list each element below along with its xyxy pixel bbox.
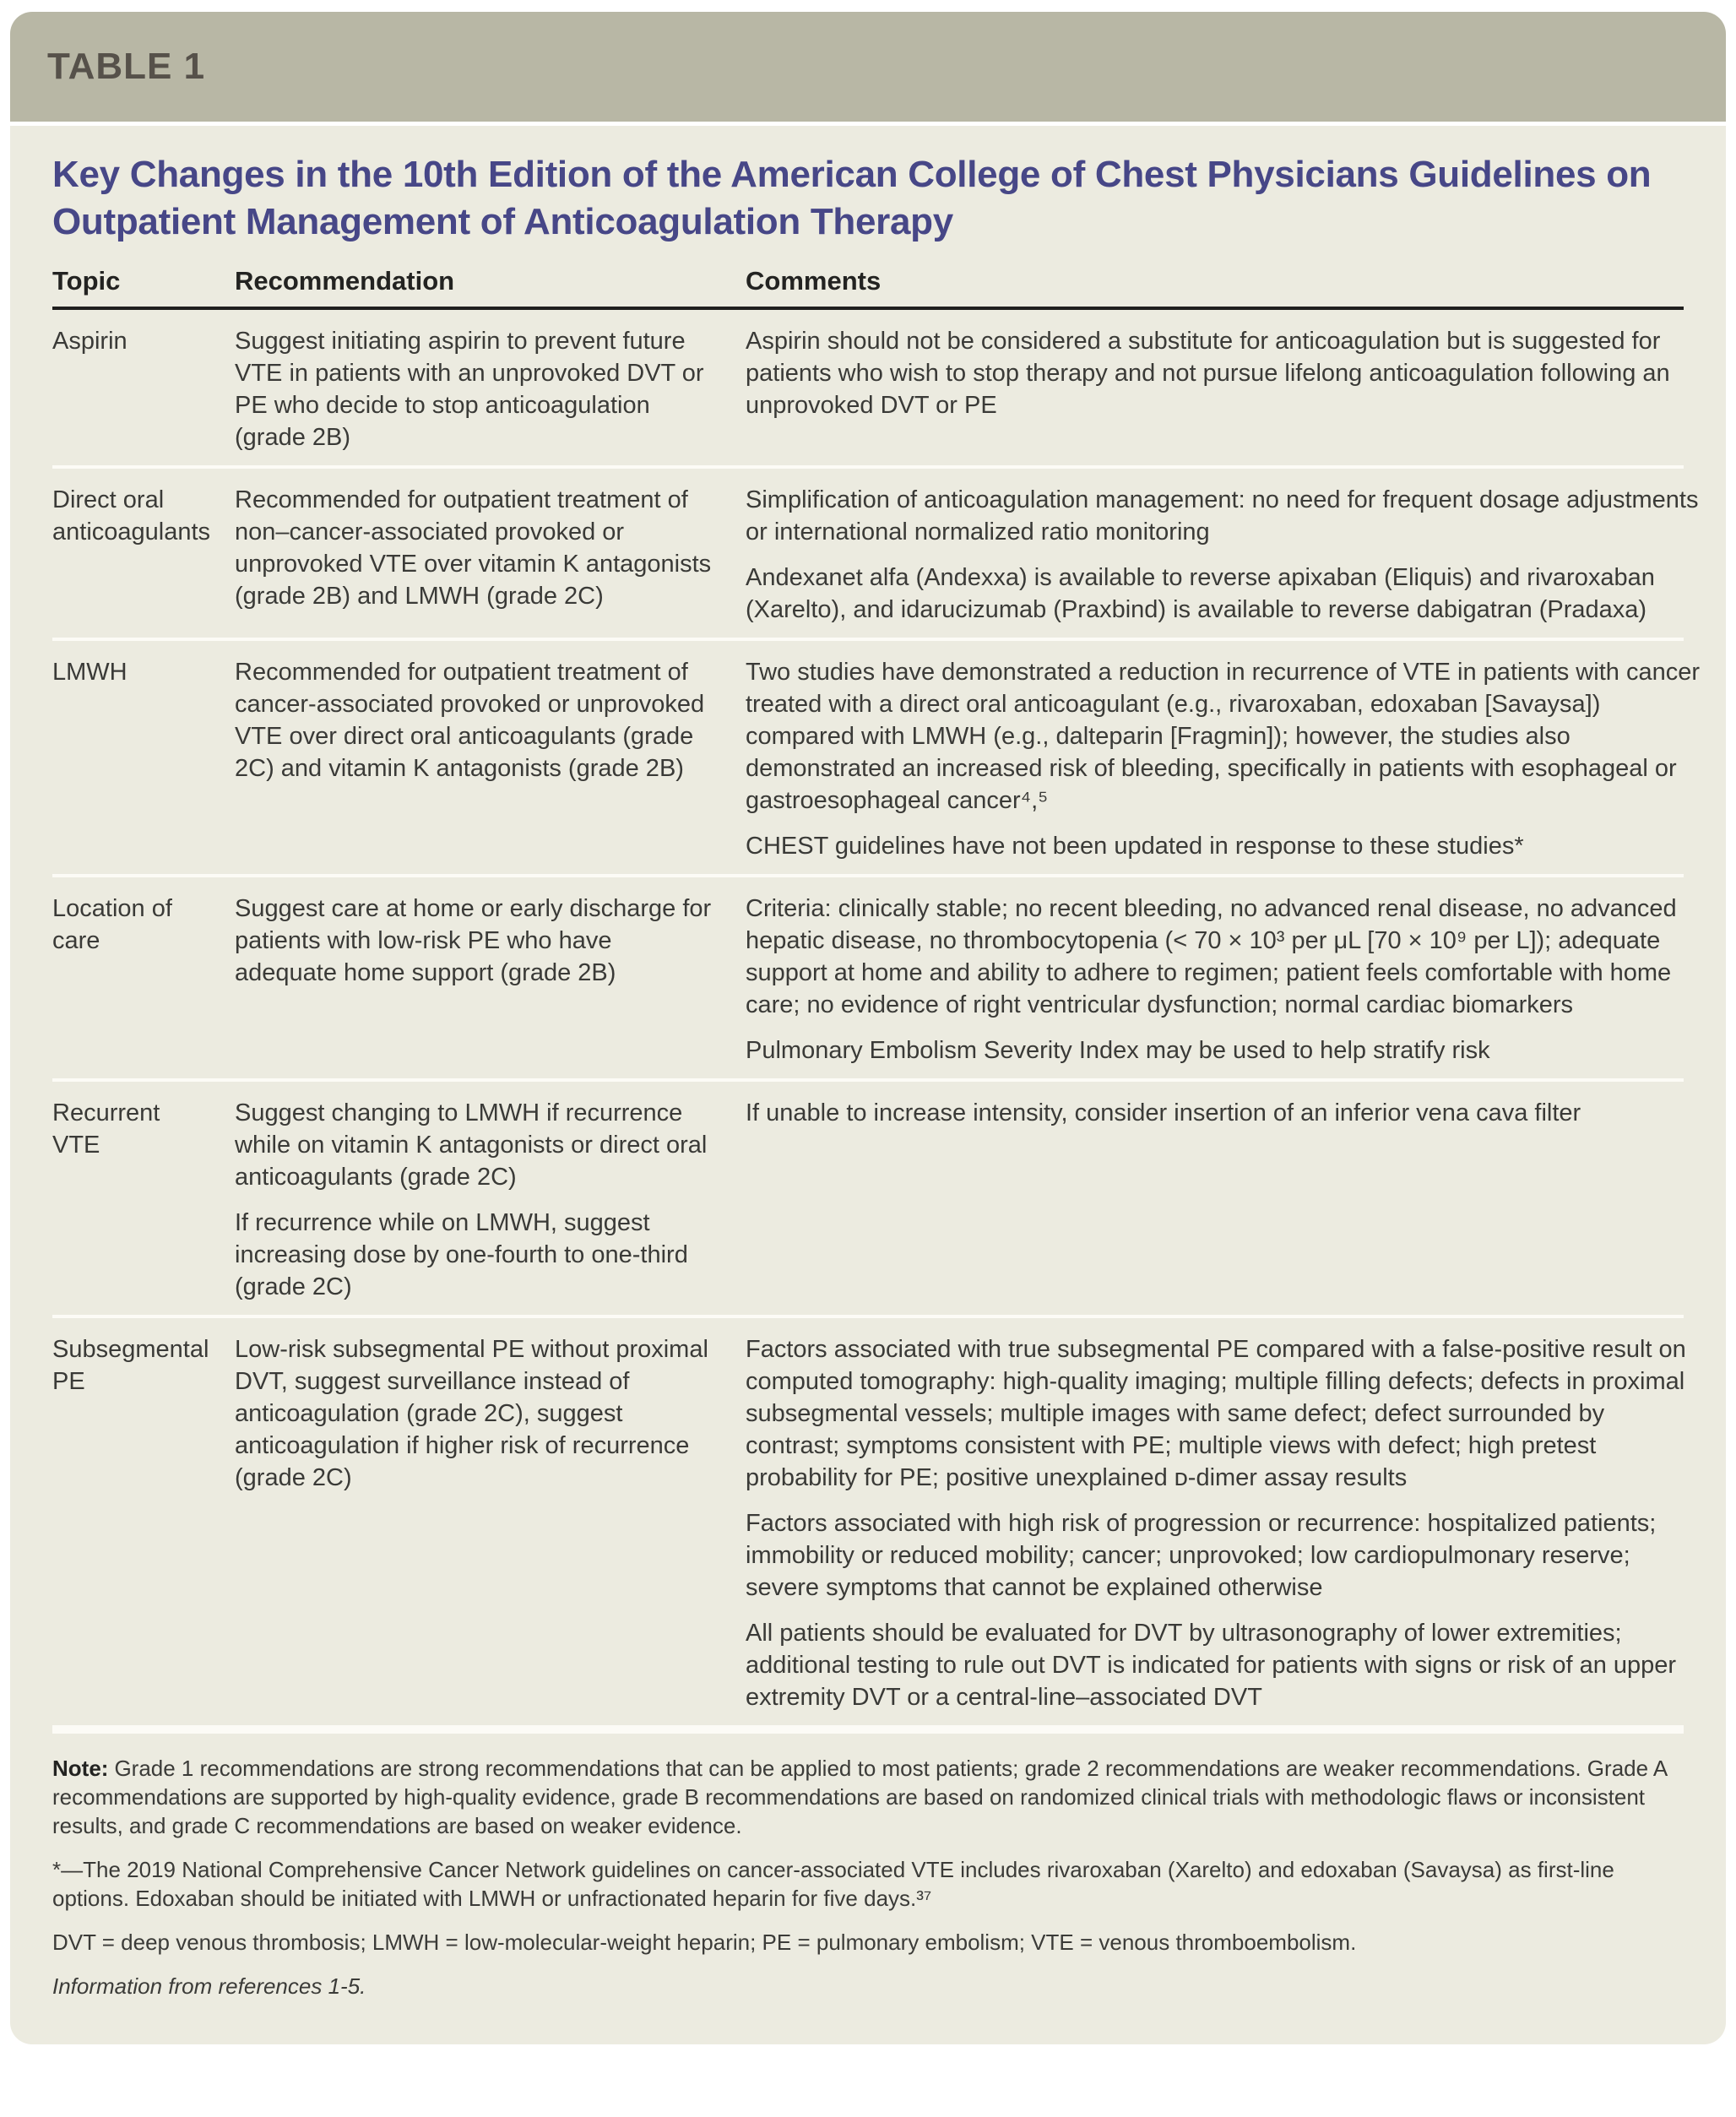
- topic-cell: [52, 325, 235, 453]
- topic-text: LMWH: [52, 659, 127, 686]
- table-banner: [10, 12, 1726, 122]
- table-title: Key Changes in the 10th Edition of the American College of Chest Physicians Guidelines on Outpatient Management of Anticoagulation Therapy: [52, 154, 1652, 242]
- recommendation-paragraph: Suggest care at home or early discharge for patients with low-risk PE who have adequate home support (grade 2B): [235, 895, 712, 986]
- topic-text: Aspirin: [52, 328, 127, 355]
- recommendation-paragraph: Suggest initiating aspirin to prevent future VTE in patients with an unprovoked DVT or PE who decide to stop anticoagulation (grade 2B): [235, 328, 704, 451]
- comment-paragraph: Pulmonary Embolism Severity Index may be used to help stratify risk: [746, 1037, 1490, 1064]
- recommendation-cell: [235, 893, 746, 1067]
- abbreviations-note: DVT = deep venous thrombosis; LMWH = low-molecular-weight heparin; PE = pulmonary embolism; VTE = venous thromboembolism.: [52, 1930, 1357, 1955]
- comments-cell: [746, 893, 1704, 1067]
- recommendation-paragraph: Low-risk subsegmental PE without proximal DVT, suggest surveillance instead of anticoagulation (grade 2C), suggest anticoagulation if higher risk of recurrence (grade 2C): [235, 1336, 708, 1491]
- table-label: TABLE 1: [47, 46, 206, 87]
- footnotes-section: [52, 1729, 1684, 2000]
- column-header-row: [52, 266, 1684, 310]
- comment-paragraph: Two studies have demonstrated a reduction in recurrence of VTE in patients with cancer treated with a direct oral anticoagulant (e.g., rivaroxaban, edoxaban [Savaysa]) compared with LMWH (e.g., dalteparin [Fragmin]); however, the studies also demonstrated an increased risk of bleeding, specifically in patients with esophageal or gastroesophageal cancer⁴,⁵: [746, 659, 1700, 814]
- topic-cell: [52, 893, 235, 1067]
- comment-paragraph: If unable to increase intensity, consider insertion of an inferior vena cava filter: [746, 1099, 1581, 1126]
- table-body: [10, 126, 1726, 2044]
- topic-text: Recurrent VTE: [52, 1099, 160, 1159]
- recommendation-paragraph: Recommended for outpatient treatment of cancer-associated provoked or unprovoked VTE over direct oral anticoagulants (grade 2C) and vitamin K antagonists (grade 2B): [235, 659, 705, 782]
- comments-cell: [746, 484, 1704, 626]
- grade-note: [52, 1754, 1684, 1840]
- comment-paragraph: Factors associated with true subsegmental PE compared with a false-positive result on computed tomography: high-quality imaging; multiple filling defects; defects in proximal subsegmental vessels; multiple images with same defect; defect surrounded by contrast; symptoms consistent with PE; multiple views with defect; high pretest probability for PE; positive unexplained ᴅ-dimer assay results: [746, 1336, 1686, 1491]
- source-note: Information from references 1-5.: [52, 1973, 366, 1999]
- topic-text: Subsegmental PE: [52, 1336, 209, 1395]
- recommendation-cell: [235, 484, 746, 626]
- topic-cell: [52, 1333, 235, 1713]
- asterisk-footnote: *—The 2019 National Comprehensive Cancer Network guidelines on cancer-associated VTE includes rivaroxaban (Xarelto) and edoxaban (Savaysa) as first-line options. Edoxaban should be initiated with LMWH or unfractionated heparin for five days.³⁷: [52, 1857, 1614, 1911]
- recommendation-cell: [235, 325, 746, 453]
- comment-paragraph: CHEST guidelines have not been updated in response to these studies*: [746, 833, 1524, 860]
- table-row: [52, 1082, 1684, 1318]
- topic-cell: [52, 484, 235, 626]
- table-row: [52, 641, 1700, 877]
- table-card: [10, 12, 1726, 2044]
- recommendation-cell: [235, 1333, 746, 1713]
- comment-paragraph: Factors associated with high risk of progression or recurrence: hospitalized patients; immobility or reduced mobility; cancer; unprovoked; low cardiopulmonary reserve; severe symptoms that cannot be explained otherwise: [746, 1510, 1657, 1601]
- table-row: [52, 469, 1699, 641]
- note-label: Note:: [52, 1756, 109, 1781]
- column-header-topic: Topic: [52, 266, 121, 296]
- column-header-comments: Comments: [746, 266, 882, 296]
- comments-cell: [746, 1097, 1704, 1303]
- comment-paragraph: Aspirin should not be considered a substitute for anticoagulation but is suggested for patients who wish to stop therapy and not pursue lifelong anticoagulation following an unprovoked DVT or PE: [746, 328, 1670, 419]
- recommendation-paragraph: Suggest changing to LMWH if recurrence while on vitamin K antagonists or direct oral anticoagulants (grade 2C): [235, 1099, 708, 1191]
- comments-cell: [746, 656, 1704, 862]
- comment-paragraph: Andexanet alfa (Andexxa) is available to reverse apixaban (Eliquis) and rivaroxaban (Xarelto), and idarucizumab (Praxbind) is available to reverse dabigatran (Pradaxa): [746, 564, 1655, 623]
- note-text: Grade 1 recommendations are strong recommendations that can be applied to most patients; grade 2 recommendations are weaker recommendations. Grade A recommendations are supported by high-quality evidence, grade B recommendations are based on randomized clinical trials with methodologic flaws or inconsistent results, and grade C recommendations are based on weaker evidence.: [52, 1756, 1667, 1838]
- recommendation-cell: [235, 1097, 746, 1303]
- comment-paragraph: All patients should be evaluated for DVT by ultrasonography of lower extremities; additional testing to rule out DVT is indicated for patients with signs or risk of an upper extremity DVT or a central-line–associated DVT: [746, 1620, 1677, 1711]
- comment-paragraph: Simplification of anticoagulation management: no need for frequent dosage adjustments or international normalized ratio monitoring: [746, 486, 1699, 546]
- table-row: [52, 1318, 1684, 1729]
- comment-paragraph: Criteria: clinically stable; no recent bleeding, no advanced renal disease, no advanced hepatic disease, no thrombocytopenia (< 70 × 10³ per μL [70 × 10⁹ per L]); adequate support at home and ability to adhere to regimen; patient feels comfortable with home care; no evidence of right ventricular dysfunction; normal cardiac biomarkers: [746, 895, 1677, 1018]
- topic-cell: [52, 1097, 235, 1303]
- recommendation-paragraph: Recommended for outpatient treatment of non–cancer-associated provoked or unprovoked VTE over vitamin K antagonists (grade 2B) and LMWH (grade 2C): [235, 486, 712, 610]
- column-header-recommendation: Recommendation: [235, 266, 455, 296]
- topic-cell: [52, 656, 235, 862]
- table-row: [52, 877, 1684, 1082]
- recommendation-cell: [235, 656, 746, 862]
- comments-cell: [746, 1333, 1704, 1713]
- topic-text: Direct oral anticoagulants: [52, 486, 211, 546]
- topic-text: Location of care: [52, 895, 172, 954]
- comments-cell: [746, 325, 1704, 453]
- recommendation-paragraph: If recurrence while on LMWH, suggest increasing dose by one-fourth to one-third (grade 2C): [235, 1209, 688, 1300]
- table-row: [52, 310, 1684, 469]
